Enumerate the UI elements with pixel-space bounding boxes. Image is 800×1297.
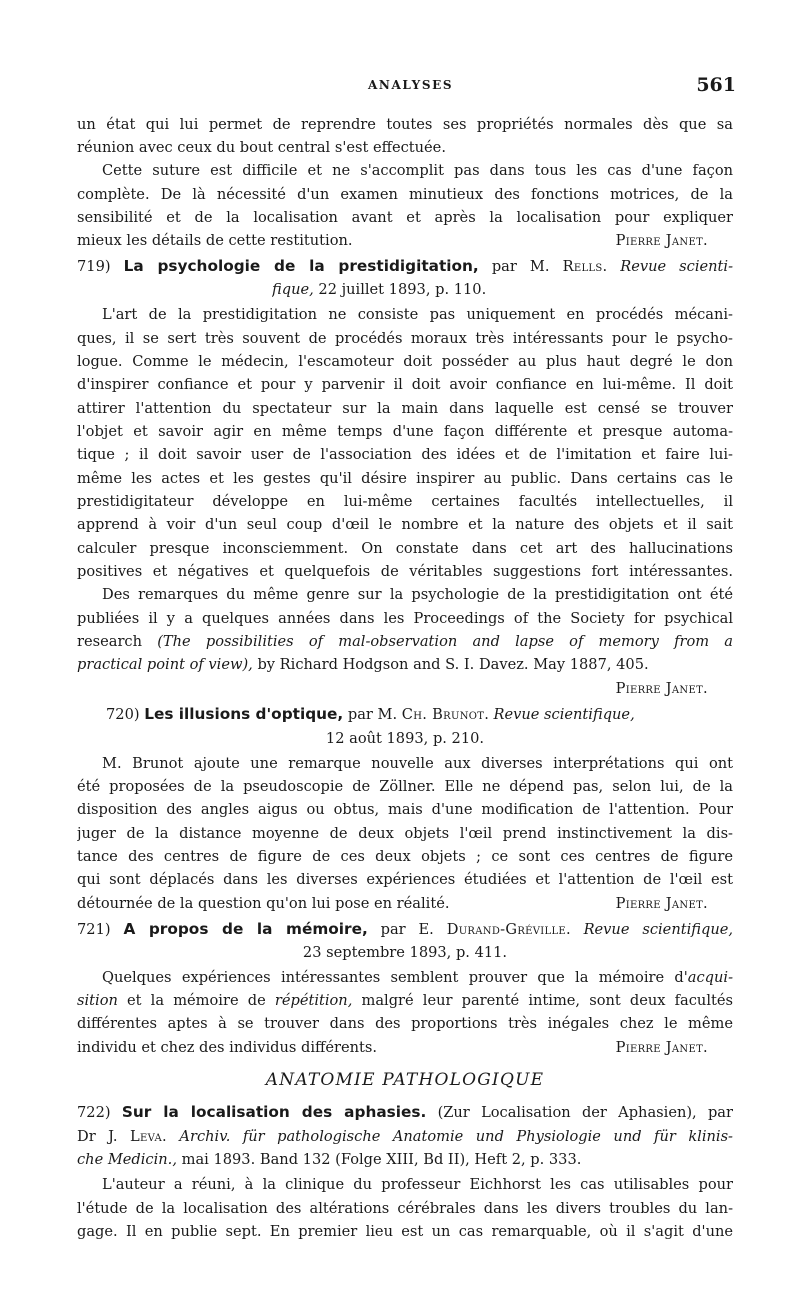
entry-author: Durand-Gréville xyxy=(446,921,567,938)
entry-title: A propos de la mémoire, xyxy=(123,920,368,938)
entry-author: Rells xyxy=(562,258,603,275)
text-line: attirer l'attention du spectateur sur la main dans laquelle est censé se trouver xyxy=(77,400,733,417)
entry-722-heading: 722) Sur la localisation des aphasies. (Zur Localisation der Aphasien), par xyxy=(77,1103,733,1121)
entry-number: 719) xyxy=(77,258,111,275)
text-line: Des remarques du même genre sur la psychologie de la prestidigitation ont été xyxy=(102,586,733,603)
text-line: d'inspirer confiance et pour y parvenir il doit avoir confiance en lui-même. Il doit xyxy=(77,376,733,393)
signature: Pierre Janet. xyxy=(615,895,708,912)
entry-journal: Revue scientifique, xyxy=(493,706,635,723)
entry-author: Leva. xyxy=(130,1128,167,1145)
text-line: l'étude de la localisation des altérations cérébrales dans les divers troubles du lan- xyxy=(77,1200,733,1217)
entry-journal: Archiv. für pathologische Anatomie und Physiologie und für klinis- xyxy=(166,1128,733,1145)
text-line: che Medicin., mai 1893. Band 132 (Folge XIII, Bd II), Heft 2, p. 333. xyxy=(77,1151,582,1168)
text-line: M. Brunot ajoute une remarque nouvelle aux diverses interprétations qui ont xyxy=(102,755,733,772)
entry-title: La psychologie de la prestidigitation, xyxy=(123,257,479,275)
running-title: ANALYSES xyxy=(368,78,454,92)
text-line: publiées il y a quelques années dans les Proceedings of the Society for psychical xyxy=(77,610,733,627)
text-line: complète. De là nécessité d'un examen minutieux des fonctions motrices, de la xyxy=(77,186,733,203)
section-heading: ANATOMIE PATHOLOGIQUE xyxy=(265,1070,545,1090)
text-line: logue. Comme le médecin, l'escamoteur doit posséder au plus haut degré le don xyxy=(77,353,733,370)
text-line: practical point of view), by Richard Hodgson and S. I. Davez. May 1887, 405. xyxy=(77,656,649,673)
entry-number: 720) xyxy=(106,706,140,723)
entry-number: 722) xyxy=(77,1104,111,1121)
text-line: différentes aptes à se trouver dans des proportions très inégales chez le même xyxy=(77,1015,733,1032)
text-line: L'art de la prestidigitation ne consiste pas uniquement en procédés mécani- xyxy=(102,306,733,323)
signature: Pierre Janet. xyxy=(615,680,708,697)
text-line: disposition des angles aigus ou obtus, mais d'une modification de l'attention. Pour xyxy=(77,801,733,818)
running-header xyxy=(0,74,800,98)
text-line: research (The possibilities of mal-observation and lapse of memory from a xyxy=(77,633,733,650)
text-line: été proposées de la pseudoscopie de Zöllner. Elle ne dépend pas, selon lui, de la xyxy=(77,778,733,795)
text-line: individu et chez des individus différents. xyxy=(77,1039,378,1056)
text-line: Dr J. Leva. Archiv. für pathologische Anatomie und Physiologie und für klinis- xyxy=(77,1128,733,1145)
page-number: 561 xyxy=(696,74,736,96)
text-line: l'objet et savoir agir en même temps d'une façon différente et presque automa- xyxy=(77,423,733,440)
entry-journal: Revue scienti- xyxy=(620,258,733,275)
text-line: positives et négatives et quelquefois de véritables suggestions fort intéressantes. xyxy=(77,563,733,580)
entry-title: Sur la localisation des aphasies. xyxy=(121,1103,427,1121)
text-line: gage. Il en publie sept. En premier lieu est un cas remarquable, où il s'agit d'une xyxy=(77,1223,733,1240)
text-line: apprend à voir d'un seul coup d'œil le nombre et la nature des objets et il sait xyxy=(77,516,733,533)
text-line: même les actes et les gestes qu'il désire inspirer au public. Dans certains cas le xyxy=(77,470,733,487)
text-line: sensibilité et de la localisation avant et après la localisation pour expliquer xyxy=(77,209,733,226)
text-line: Cette suture est difficile et ne s'accomplit pas dans tous les cas d'une façon xyxy=(102,162,733,179)
entry-719-heading: 719) La psychologie de la prestidigitation, par M. Rells. Revue scienti- xyxy=(77,257,733,275)
text-line: tique ; il doit savoir user de l'association des idées et de l'imitation et faire lui- xyxy=(77,446,733,463)
text-line: ques, il se sert très souvent de procédés moraux très intéressants pour le psycho- xyxy=(77,330,733,347)
text-line: sition et la mémoire de répétition, malgré leur parenté intime, sont deux facultés xyxy=(77,992,733,1009)
text-line: calculer presque inconsciemment. On constate dans cet art des hallucinations xyxy=(77,540,733,557)
text-line: prestidigitateur développe en lui-même certaines facultés intellectuelles, il xyxy=(77,493,733,510)
text-line: L'auteur a réuni, à la clinique du professeur Eichhorst les cas utilisables pour xyxy=(102,1176,733,1193)
text-line: Quelques expériences intéressantes semblent prouver que la mémoire d'acqui- xyxy=(102,969,733,986)
text-line: 12 août 1893, p. 210. xyxy=(325,730,485,747)
text-line: mieux les détails de cette restitution. xyxy=(77,232,353,249)
text-line: réunion avec ceux du bout central s'est effectuée. xyxy=(77,139,446,156)
text-line: juger de la distance moyenne de deux objets l'œil prend instinctivement la dis- xyxy=(77,825,733,842)
entry-720-heading: 720) Les illusions d'optique, par M. Ch. Brunot. Revue scientifique, xyxy=(106,705,635,723)
entry-author: Ch. Brunot xyxy=(401,706,485,723)
entry-number: 721) xyxy=(77,921,111,938)
signature: Pierre Janet. xyxy=(615,232,708,249)
text-line: détournée de la question qu'on lui pose en réalité. xyxy=(77,895,450,912)
entry-title: Les illusions d'optique, xyxy=(144,705,344,723)
entry-721-heading: 721) A propos de la mémoire, par E. Durand-Gréville. Revue scientifique, xyxy=(77,920,733,938)
entry-journal: Revue scientifique, xyxy=(583,921,733,938)
signature: Pierre Janet. xyxy=(615,1039,708,1056)
text-line: qui sont déplacés dans les diverses expériences étudiées et l'attention de l'œil est xyxy=(77,871,733,888)
text-line: 23 septembre 1893, p. 411. xyxy=(302,944,508,961)
text-line: fique, 22 juillet 1893, p. 110. xyxy=(272,281,487,298)
text-line: tance des centres de figure de ces deux objets ; ce sont ces centres de figure xyxy=(77,848,733,865)
text-line: un état qui lui permet de reprendre toutes ses propriétés normales dès que sa xyxy=(77,116,733,133)
